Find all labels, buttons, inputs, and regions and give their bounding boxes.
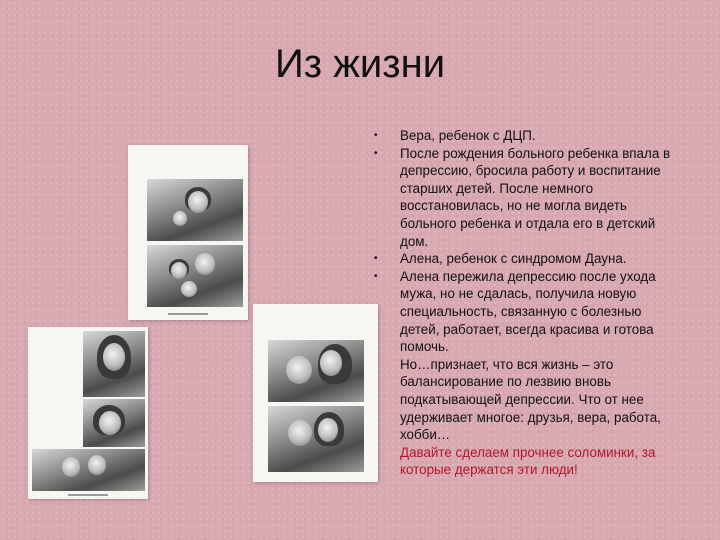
photo-alena-top <box>83 331 145 397</box>
bullet-item-highlight: Давайте сделаем прочнее соломинки, за которые держатся эти люди! <box>400 444 656 478</box>
photo-card-mother-child <box>253 304 378 482</box>
photo-card-alena <box>28 327 148 499</box>
card-caption <box>32 335 76 395</box>
bullet-list <box>374 127 680 479</box>
photo-alena-bottom <box>32 449 145 491</box>
slide-title: Из жизни <box>274 42 446 86</box>
photo-vera-bottom <box>147 245 243 307</box>
bullet-item: Но…признает, что вся жизнь – это балансирование по лезвию вновь подкатывающей депрессии. Что от нее удерживает многое: друзья, вера, работа, хобби… <box>400 356 661 443</box>
bullet-item: • Алена, ребенок с синдромом Дауна. <box>374 250 680 268</box>
card-caption <box>263 310 368 334</box>
photo-mother-child-bottom <box>268 406 364 472</box>
photo-vera-top <box>147 179 243 241</box>
photo-alena-middle <box>83 399 145 447</box>
photo-card-vera <box>128 145 248 320</box>
card-caption <box>142 151 234 173</box>
bullet-item: • После рождения больного ребенка впала в депрессию, бросила работу и воспитание старших детей. После немного восстановилась, но не могла видеть больного ребенка и отдала его в детский дом. <box>374 145 680 251</box>
card-footer <box>168 313 208 315</box>
bullet-item: • Вера, ребенок с ДЦП. <box>374 127 680 145</box>
photo-mother-child-top <box>268 340 364 402</box>
bullet-item: • Алена пережила депрессию после ухода мужа, но не сдалась, получила новую специальность, связанную с болезнью детей, работает, всегда красива и готова помочь. <box>374 268 680 356</box>
card-footer <box>68 494 108 496</box>
